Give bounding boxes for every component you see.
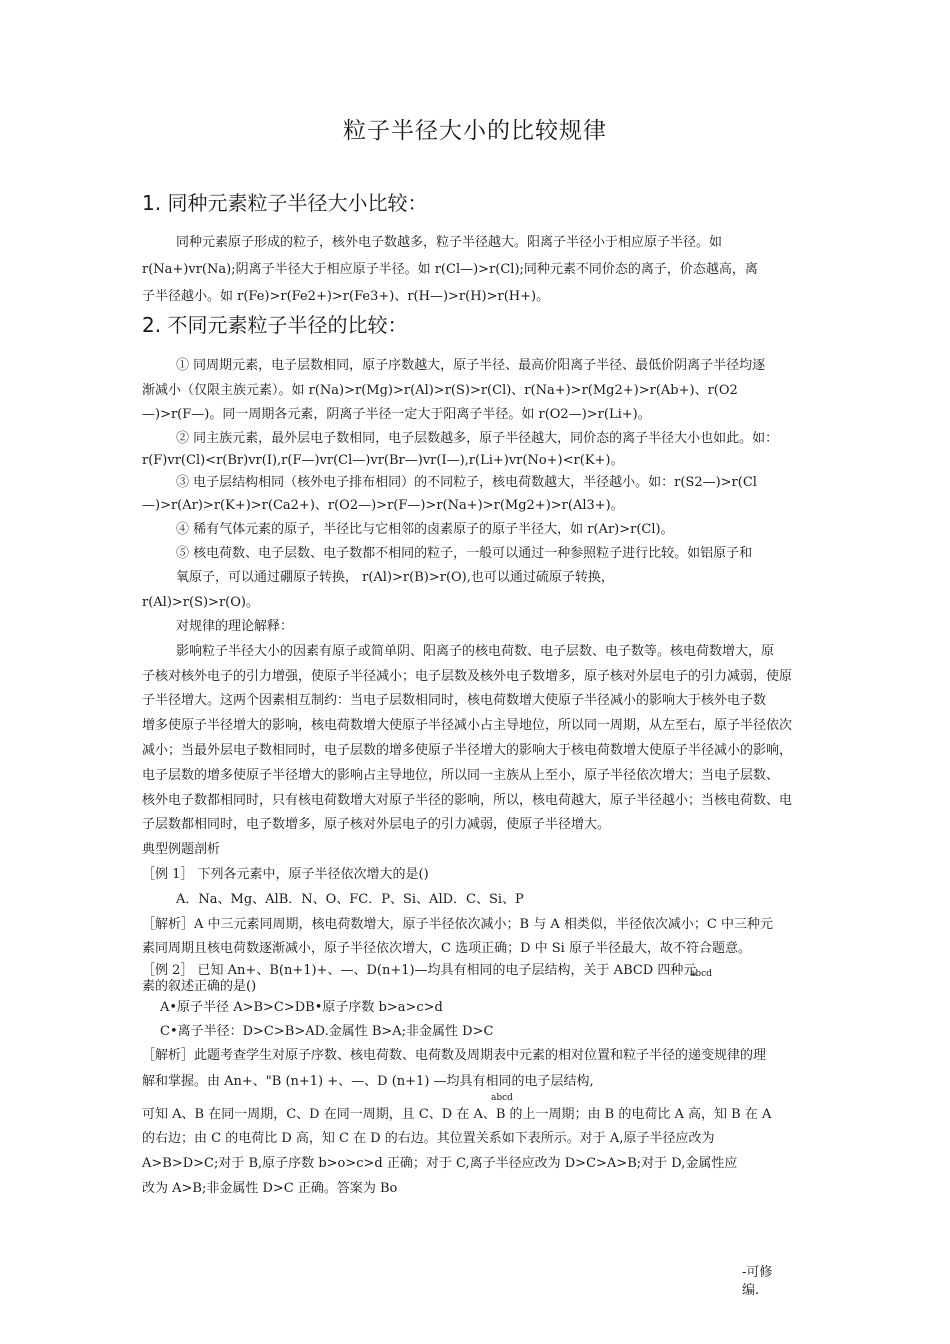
paragraph-line: 电子层数的增多使原子半径增大的影响占主导地位，所以同一主族从上至小，原子半径依次增大；当电子层数、 [142, 768, 780, 783]
paragraph-line: 核外电子数都相同时，只有核电荷数增大对原子半径的影响，所以，核电荷越大，原子半径越小；当核电荷数、电 [142, 793, 793, 808]
paragraph-line: A>B>D>C;对于 B,原子序数 b>o>c>d 正确；对于 C,离子半径应改为 D>C>A>B;对于 D,金属性应 [142, 1156, 738, 1171]
footer-note-line1: -可修 [742, 1265, 773, 1280]
paragraph-line: r(Na+)vr(Na);阴离子半径大于相应原子半径。如 r(Cl—)>r(Cl);同种元素不同价态的离子，价态越高，离 [142, 262, 758, 277]
paragraph-line: 子层数都相同时，电子数增多，原子核对外层电子的引力减弱，使原子半径增大。 [142, 817, 611, 832]
paragraph-line: ［解析］A 中三元素同周期，核电荷数增大，原子半径依次减小；B 与 A 相类似，半径依次减小；C 中三种元 [142, 917, 773, 932]
example-2-option-ab: A•原子半径 A>B>C>DB•原子序数 b>a>c>d [160, 1000, 443, 1015]
paragraph-line: r(F)vr(Cl)<r(Br)vr(I),r(F—)vr(Cl—)vr(Br—)vr(I—),r(Li+)vr(No+)<r(K+)。 [142, 453, 624, 468]
paragraph-line: 子半径增大。这两个因素相互制约：当电子层数相同时，核电荷数增大使原子半径减小的影响大于核外电子数 [142, 693, 767, 708]
paragraph-line: —)>r(F—)。同一周期各元素，阴离子半径一定大于阳离子半径。如 r(O2—)>r(Li+)。 [142, 407, 651, 422]
example-1-question: ［例 1］ 下列各元素中，原子半径依次增大的是() [142, 867, 429, 882]
paragraph-line: ④ 稀有气体元素的原子，半径比与它相邻的卤素原子的原子半径大，如 r(Ar)>r(Cl)。 [176, 522, 674, 537]
paragraph-line: ⑤ 核电荷数、电子层数、电子数都不相同的粒子，一般可以通过一种参照粒子进行比较。如铝原子和 [176, 546, 753, 561]
paragraph-line: —)>r(Ar)>r(K+)>r(Ca2+)、r(O2—)>r(F—)>r(Na+)>r(Mg2+)>r(Al3+)。 [142, 498, 624, 513]
example-2-question: ［例 2］ 已知 An+、B(n+1)+、—、D(n+1)—均具有相同的电子层结构，关于 ABCD 四种元 [142, 963, 697, 978]
paragraph-line: 影响粒子半径大小的因素有原子或简单阴、阳离子的核电荷数、电子层数、电子数等。核电荷数增大，原 [176, 644, 775, 659]
paragraph-line: ③ 电子层结构相同（核外电子排布相同）的不同粒子，核电荷数越大，半径越小。如：r(S2—)>r(Cl [176, 475, 757, 490]
page-title: 粒子半径大小的比较规律 [343, 118, 607, 144]
paragraph-line: 氧原子，可以通过硼原子转换， r(Al)>r(B)>r(O),也可以通过硫原子转换， [176, 570, 614, 585]
paragraph-line: 可知 A、B 在同一周期，C、D 在同一周期，且 C、D 在 A、B 的上一周期；由 B 的电荷比 A 高，知 B 在 A [142, 1107, 772, 1122]
section-label: 典型例题剖析 [142, 842, 221, 857]
paragraph-line: 改为 A>B;非金属性 D>C 正确。答案为 Bo [142, 1181, 398, 1196]
paragraph-line: 素的叙述正确的是() [142, 979, 257, 994]
paragraph-line: 素同周期且核电荷数逐渐减小，原子半径依次增大，C 选项正确；D 中 Si 原子半径最大，故不符合题意。 [142, 941, 751, 956]
footer-note-line2: 编. [742, 1283, 760, 1298]
subscript-label: abcd [690, 969, 712, 979]
paragraph-line: 渐减小（仅限主族元素）。如 r(Na)>r(Mg)>r(Al)>r(S)>r(Cl)、r(Na+)>r(Mg2+)>r(Ab+)、r(O2 [142, 383, 738, 398]
section-2-heading: 2. 不同元素粒子半径的比较： [142, 313, 408, 337]
section-1-heading: 1. 同种元素粒子半径大小比较： [142, 191, 428, 215]
subscript-label: abcd [491, 1093, 513, 1103]
paragraph-line: 对规律的理论解释： [176, 619, 294, 634]
paragraph-line: ② 同主族元素，最外层电子数相同，电子层数越多，原子半径越大，同价态的离子半径大小也如此。如： [176, 431, 779, 446]
paragraph-line: 子半径越小。如 r(Fe)>r(Fe2+)>r(Fe3+)、r(H—)>r(H)>r(H+)。 [142, 289, 550, 304]
paragraph-line: 减小；当最外层电子数相同时，电子层数的增多使原子半径增大的影响大于核电荷数增大使原子半径减小的影响， [142, 743, 793, 758]
paragraph-line: 增多使原子半径增大的影响，核电荷数增大使原子半径减小占主导地位，所以同一周期，从左至右，原子半径依次 [142, 718, 793, 733]
paragraph-line: 解和掌握。由 An+、"B (n+1) +、—、D (n+1) —均具有相同的电子层结构, [142, 1074, 594, 1089]
paragraph-line: ［解析］此题考查学生对原子序数、核电荷数、电荷数及周期表中元素的相对位置和粒子半径的递变规律的理 [142, 1048, 767, 1063]
paragraph-line: 子核对核外电子的引力增强，使原子半径减小；电子层数及核外电子数增多，原子核对外层电子的引力减弱，使原 [142, 669, 793, 684]
paragraph-line: 的右边；由 C 的电荷比 D 高，知 C 在 D 的右边。其位置关系如下表所示。对于 A,原子半径应改为 [142, 1131, 715, 1146]
paragraph-line: ① 同周期元素，电子层数相同，原子序数越大，原子半径、最高价阳离子半径、最低价阴离子半径均逐 [176, 358, 766, 373]
example-1-options: A．Na、Mg、AlB．N、O、FC．P、Si、AlD．C、Si、P [176, 892, 524, 907]
example-2-option-cd: C•离子半径：D>C>B>AD.金属性 B>A;非金属性 D>C [160, 1024, 494, 1039]
paragraph-line: r(Al)>r(S)>r(O)。 [142, 595, 259, 610]
paragraph-line: 同种元素原子形成的粒子，核外电子数越多，粒子半径越大。阳离子半径小于相应原子半径。如 [176, 235, 723, 250]
